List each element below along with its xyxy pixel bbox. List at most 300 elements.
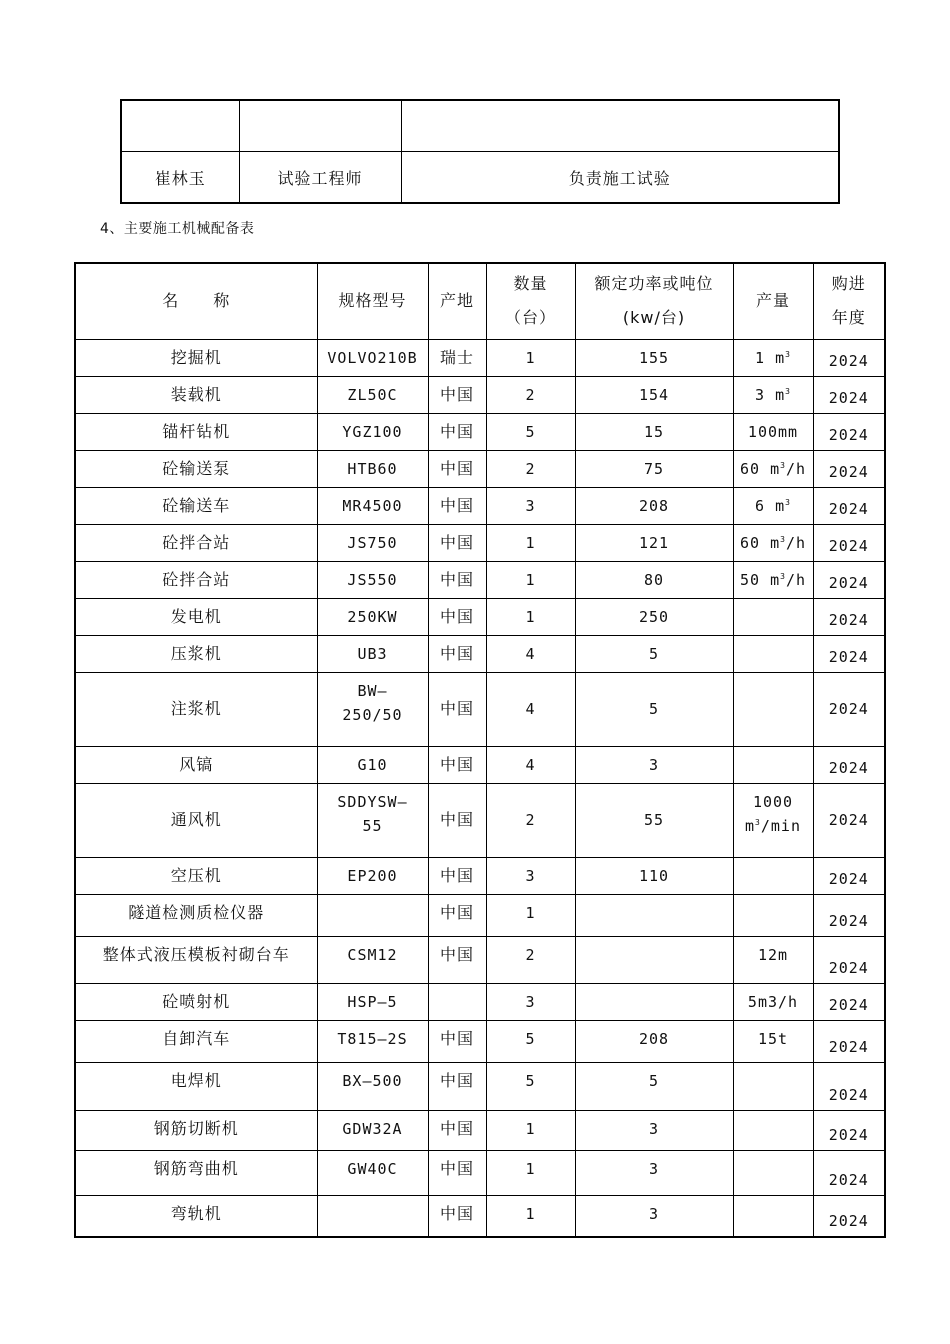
machine-year-cell bbox=[813, 450, 885, 487]
staff-duty-cell: 负责施工试验 bbox=[401, 152, 839, 204]
machine-origin-cell bbox=[428, 672, 486, 746]
machine-power: 5 bbox=[648, 644, 660, 663]
machine-origin-cell bbox=[428, 857, 486, 894]
machine-output-cell bbox=[733, 487, 813, 524]
table-row bbox=[75, 635, 885, 672]
table-row bbox=[75, 746, 885, 783]
machine-power-cell bbox=[575, 936, 733, 983]
machine-origin: 瑞士 bbox=[439, 347, 474, 367]
machine-name: 锚杆钻机 bbox=[162, 421, 231, 441]
machine-output: 5m3/h bbox=[747, 992, 799, 1011]
machine-model: YGZ100 bbox=[342, 422, 403, 441]
machine-origin-cell bbox=[428, 1110, 486, 1150]
machine-qty: 2 bbox=[525, 459, 536, 478]
machine-model: BW— bbox=[357, 681, 388, 700]
machine-year-cell bbox=[813, 561, 885, 598]
machine-name-cell bbox=[75, 983, 317, 1020]
machine-power: 55 bbox=[643, 811, 665, 829]
machine-name: 钢筋切断机 bbox=[153, 1118, 239, 1138]
table-row bbox=[75, 413, 885, 450]
machine-output-cell bbox=[733, 1062, 813, 1110]
machine-qty-cell bbox=[486, 894, 575, 936]
machine-year: 2024 bbox=[828, 462, 869, 481]
machine-year-cell bbox=[813, 936, 885, 983]
unit-exponent: 3 bbox=[755, 817, 761, 827]
machine-model: CSM12 bbox=[347, 945, 398, 964]
table-row bbox=[121, 100, 839, 152]
machine-qty: 4 bbox=[525, 700, 536, 718]
machine-qty-cell bbox=[486, 598, 575, 635]
machine-model-cell bbox=[317, 413, 428, 450]
machine-power-cell bbox=[575, 561, 733, 598]
machine-power-cell bbox=[575, 1020, 733, 1062]
machine-origin: 中国 bbox=[439, 384, 474, 404]
machine-power: 155 bbox=[638, 348, 670, 367]
machine-model-cell bbox=[317, 1062, 428, 1110]
table-row bbox=[75, 376, 885, 413]
machine-model-line2: 55 bbox=[362, 816, 383, 835]
machine-output-cell bbox=[733, 561, 813, 598]
machine-name: 电焊机 bbox=[170, 1070, 222, 1090]
machine-power: 3 bbox=[648, 1159, 660, 1178]
machine-output-unit: /h bbox=[785, 459, 806, 478]
machine-name-cell bbox=[75, 339, 317, 376]
machine-power-cell bbox=[575, 672, 733, 746]
machine-origin-cell bbox=[428, 376, 486, 413]
machine-qty: 1 bbox=[525, 903, 536, 922]
machine-year: 2024 bbox=[828, 811, 869, 829]
machine-year: 2024 bbox=[828, 758, 869, 777]
staff-title-cell bbox=[239, 100, 401, 152]
machine-qty-cell bbox=[486, 413, 575, 450]
machine-power: 5 bbox=[648, 1071, 660, 1090]
table-row bbox=[75, 450, 885, 487]
machine-origin-cell bbox=[428, 1062, 486, 1110]
header-power-line1: 额定功率或吨位 bbox=[594, 274, 714, 294]
machine-name: 空压机 bbox=[170, 865, 222, 885]
machine-origin-cell bbox=[428, 561, 486, 598]
machine-name: 整体式液压模板衬砌台车 bbox=[102, 944, 290, 964]
machine-year-cell bbox=[813, 894, 885, 936]
machine-model-cell bbox=[317, 983, 428, 1020]
machine-qty: 1 bbox=[525, 570, 536, 589]
machine-qty: 5 bbox=[525, 1071, 536, 1090]
machine-power-cell bbox=[575, 983, 733, 1020]
machine-model: HTB60 bbox=[347, 459, 398, 478]
machine-power-cell bbox=[575, 783, 733, 857]
machine-name: 自卸汽车 bbox=[162, 1028, 231, 1048]
machine-origin-cell bbox=[428, 450, 486, 487]
machine-origin: 中国 bbox=[439, 754, 474, 774]
machine-qty-cell bbox=[486, 936, 575, 983]
machine-origin: 中国 bbox=[439, 606, 474, 626]
machine-year-cell bbox=[813, 783, 885, 857]
machine-origin-cell bbox=[428, 413, 486, 450]
table-header-row bbox=[75, 263, 885, 339]
machine-output: 1 m bbox=[755, 348, 786, 367]
machine-year-cell bbox=[813, 598, 885, 635]
machine-name-cell bbox=[75, 376, 317, 413]
machine-year: 2024 bbox=[828, 351, 869, 370]
table-row bbox=[75, 1150, 885, 1195]
machine-model-cell bbox=[317, 487, 428, 524]
machine-power-cell bbox=[575, 894, 733, 936]
header-qty bbox=[486, 263, 575, 339]
machine-power-cell bbox=[575, 413, 733, 450]
machine-model: JS750 bbox=[347, 533, 398, 552]
machine-model: EP200 bbox=[347, 866, 398, 885]
machine-qty: 2 bbox=[525, 385, 536, 404]
machine-origin-cell bbox=[428, 1195, 486, 1237]
machine-qty-cell bbox=[486, 983, 575, 1020]
machine-origin: 中国 bbox=[439, 1158, 474, 1178]
machine-model-cell bbox=[317, 635, 428, 672]
table-row bbox=[75, 983, 885, 1020]
machine-year-cell bbox=[813, 857, 885, 894]
header-power-line2: (kw/台) bbox=[622, 308, 686, 328]
machine-name-cell bbox=[75, 561, 317, 598]
machine-origin-cell bbox=[428, 1150, 486, 1195]
machine-qty: 1 bbox=[525, 1204, 536, 1223]
machine-model: BX—500 bbox=[342, 1071, 403, 1090]
machine-name-cell bbox=[75, 1020, 317, 1062]
machine-qty-cell bbox=[486, 1195, 575, 1237]
machine-name-cell bbox=[75, 598, 317, 635]
machine-origin: 中国 bbox=[439, 1118, 474, 1138]
machine-name-cell bbox=[75, 1195, 317, 1237]
machine-origin: 中国 bbox=[439, 1028, 474, 1048]
header-name: 名 称 bbox=[75, 263, 317, 339]
machine-name-cell bbox=[75, 936, 317, 983]
machine-model-cell bbox=[317, 783, 428, 857]
machine-origin-cell bbox=[428, 746, 486, 783]
machine-model: GDW32A bbox=[342, 1119, 403, 1138]
machine-output-cell bbox=[733, 1110, 813, 1150]
machine-year: 2024 bbox=[828, 1085, 869, 1104]
machine-origin: 中国 bbox=[439, 944, 474, 964]
machine-qty-cell bbox=[486, 487, 575, 524]
machine-output-cell bbox=[733, 450, 813, 487]
table-row bbox=[75, 1110, 885, 1150]
machine-origin-cell bbox=[428, 635, 486, 672]
machine-year-cell bbox=[813, 1195, 885, 1237]
staff-name-cell: 崔林玉 bbox=[121, 152, 239, 204]
machine-power-cell bbox=[575, 524, 733, 561]
machine-output-cell bbox=[733, 598, 813, 635]
machine-power: 3 bbox=[648, 1119, 660, 1138]
machine-year-cell bbox=[813, 1020, 885, 1062]
machine-year-cell bbox=[813, 339, 885, 376]
machine-output-cell bbox=[733, 746, 813, 783]
machine-origin-cell bbox=[428, 339, 486, 376]
machine-power: 5 bbox=[648, 700, 660, 718]
machine-qty-cell bbox=[486, 1020, 575, 1062]
machine-year-cell bbox=[813, 672, 885, 746]
machine-qty: 4 bbox=[525, 644, 536, 663]
machine-year: 2024 bbox=[828, 647, 869, 666]
machine-origin: 中国 bbox=[439, 532, 474, 552]
machine-output-cell bbox=[733, 1195, 813, 1237]
table-row bbox=[75, 783, 885, 857]
machine-qty-cell bbox=[486, 1150, 575, 1195]
machine-power: 3 bbox=[648, 755, 660, 774]
machine-year: 2024 bbox=[828, 869, 869, 888]
machine-qty-cell bbox=[486, 783, 575, 857]
machine-origin-cell bbox=[428, 524, 486, 561]
machine-qty: 1 bbox=[525, 533, 536, 552]
machine-year: 2024 bbox=[828, 958, 869, 977]
machine-origin: 中国 bbox=[439, 865, 474, 885]
machine-name: 隧道检测质检仪器 bbox=[128, 902, 265, 922]
machine-output-cell bbox=[733, 672, 813, 746]
machine-power: 15 bbox=[643, 422, 665, 441]
machine-qty: 3 bbox=[525, 496, 536, 515]
machine-model-cell bbox=[317, 339, 428, 376]
machine-power: 208 bbox=[638, 1029, 670, 1048]
machine-name: 弯轨机 bbox=[170, 1203, 222, 1223]
header-origin: 产地 bbox=[428, 263, 486, 339]
machine-origin: 中国 bbox=[439, 1070, 474, 1090]
machine-name: 挖掘机 bbox=[170, 347, 222, 367]
table-row bbox=[75, 857, 885, 894]
machine-year-cell bbox=[813, 983, 885, 1020]
machine-output-unit: /h bbox=[785, 570, 806, 589]
machine-model: JS550 bbox=[347, 570, 398, 589]
machine-qty: 2 bbox=[525, 945, 536, 964]
header-year-line1: 购进 bbox=[831, 274, 866, 294]
machine-name-cell bbox=[75, 635, 317, 672]
machine-model-cell bbox=[317, 857, 428, 894]
machine-name: 钢筋弯曲机 bbox=[153, 1158, 239, 1178]
machine-output-cell bbox=[733, 339, 813, 376]
machine-output-cell bbox=[733, 936, 813, 983]
header-model: 规格型号 bbox=[317, 263, 428, 339]
machine-power-cell bbox=[575, 487, 733, 524]
machine-name: 风镐 bbox=[179, 754, 214, 774]
machine-name-cell bbox=[75, 1062, 317, 1110]
machine-qty-cell bbox=[486, 450, 575, 487]
machine-name: 砼拌合站 bbox=[162, 532, 231, 552]
machine-name: 通风机 bbox=[170, 810, 222, 829]
machine-output: 50 m bbox=[739, 570, 781, 589]
machine-power-cell bbox=[575, 450, 733, 487]
machine-qty: 2 bbox=[525, 811, 536, 829]
machine-qty-cell bbox=[486, 857, 575, 894]
machine-model: MR4500 bbox=[342, 496, 403, 515]
machine-origin: 中国 bbox=[439, 569, 474, 589]
machine-power: 121 bbox=[638, 533, 670, 552]
machine-origin: 中国 bbox=[439, 699, 474, 718]
machine-year: 2024 bbox=[828, 573, 869, 592]
machine-output-cell bbox=[733, 857, 813, 894]
unit-exponent: 3 bbox=[780, 460, 786, 470]
machine-name: 砼输送泵 bbox=[162, 458, 231, 478]
machine-output: 3 m bbox=[755, 385, 786, 404]
machine-output-cell bbox=[733, 894, 813, 936]
machine-name: 装载机 bbox=[170, 384, 222, 404]
machine-model-cell bbox=[317, 1110, 428, 1150]
machine-model-line2: 250/50 bbox=[342, 705, 403, 724]
unit-exponent: 3 bbox=[780, 571, 786, 581]
table-row bbox=[75, 339, 885, 376]
machine-origin: 中国 bbox=[439, 458, 474, 478]
machine-name: 砼输送车 bbox=[162, 495, 231, 515]
machine-model: UB3 bbox=[357, 644, 388, 663]
machine-model-cell bbox=[317, 936, 428, 983]
machine-power: 250 bbox=[638, 607, 670, 626]
machine-model: ZL50C bbox=[347, 385, 398, 404]
machine-power-cell bbox=[575, 339, 733, 376]
machine-year-cell bbox=[813, 413, 885, 450]
machine-qty-cell bbox=[486, 524, 575, 561]
table-row bbox=[75, 487, 885, 524]
machine-model: 250KW bbox=[347, 607, 398, 626]
machine-output: 15t bbox=[757, 1029, 789, 1048]
machine-qty-cell bbox=[486, 1062, 575, 1110]
machine-name: 砼喷射机 bbox=[162, 991, 231, 1011]
machine-power-cell bbox=[575, 1110, 733, 1150]
machine-name-cell bbox=[75, 1150, 317, 1195]
table-row bbox=[75, 672, 885, 746]
machine-model: HSP—5 bbox=[347, 992, 398, 1011]
machine-output-line2: m bbox=[745, 816, 756, 835]
machine-model-cell bbox=[317, 450, 428, 487]
machine-origin: 中国 bbox=[439, 421, 474, 441]
machine-qty-cell bbox=[486, 672, 575, 746]
machine-output-cell bbox=[733, 1020, 813, 1062]
machine-name: 发电机 bbox=[170, 606, 222, 626]
machine-qty: 3 bbox=[525, 866, 536, 885]
machine-qty-cell bbox=[486, 339, 575, 376]
machine-power-cell bbox=[575, 746, 733, 783]
machine-power: 3 bbox=[648, 1204, 660, 1223]
machine-year-cell bbox=[813, 376, 885, 413]
machine-year-cell bbox=[813, 524, 885, 561]
machine-origin: 中国 bbox=[439, 495, 474, 515]
table-row bbox=[75, 1062, 885, 1110]
machine-year: 2024 bbox=[828, 1170, 869, 1189]
table-row bbox=[75, 598, 885, 635]
machine-name-cell bbox=[75, 487, 317, 524]
machine-year-cell bbox=[813, 487, 885, 524]
header-output: 产量 bbox=[733, 263, 813, 339]
machine-model-cell bbox=[317, 1020, 428, 1062]
machine-model-cell bbox=[317, 672, 428, 746]
machine-power: 75 bbox=[643, 459, 665, 478]
machine-model: T815—2S bbox=[337, 1029, 408, 1048]
machine-year: 2024 bbox=[828, 911, 869, 930]
staff-title-cell: 试验工程师 bbox=[239, 152, 401, 204]
machine-table-body bbox=[75, 339, 885, 1237]
machine-year: 2024 bbox=[828, 700, 869, 718]
machine-name-cell bbox=[75, 672, 317, 746]
header-year-line2: 年度 bbox=[831, 308, 866, 328]
machine-name-cell bbox=[75, 894, 317, 936]
machine-output-cell bbox=[733, 783, 813, 857]
machine-model: SDDYSW— bbox=[337, 792, 408, 811]
machine-origin-cell bbox=[428, 983, 486, 1020]
machine-output-unit: /h bbox=[785, 533, 806, 552]
machine-year-cell bbox=[813, 635, 885, 672]
machine-year: 2024 bbox=[828, 388, 869, 407]
machine-name: 压浆机 bbox=[170, 643, 222, 663]
machine-origin-cell bbox=[428, 598, 486, 635]
machine-name-cell bbox=[75, 413, 317, 450]
unit-exponent: 3 bbox=[785, 386, 791, 396]
machine-qty-cell bbox=[486, 635, 575, 672]
machine-qty: 1 bbox=[525, 348, 536, 367]
machine-origin: 中国 bbox=[439, 902, 474, 922]
machine-power: 110 bbox=[638, 866, 670, 885]
machine-year: 2024 bbox=[828, 1125, 869, 1144]
machine-year-cell bbox=[813, 1062, 885, 1110]
machine-output-line2-unit: /min bbox=[760, 816, 801, 835]
machine-qty-cell bbox=[486, 746, 575, 783]
machine-year: 2024 bbox=[828, 995, 869, 1014]
machine-power: 80 bbox=[643, 570, 665, 589]
machine-qty: 4 bbox=[525, 755, 536, 774]
machine-model-cell bbox=[317, 894, 428, 936]
machine-output: 12m bbox=[757, 945, 789, 964]
machine-model: G10 bbox=[357, 755, 388, 774]
table-row bbox=[75, 1020, 885, 1062]
unit-exponent: 3 bbox=[780, 534, 786, 544]
machine-qty: 5 bbox=[525, 422, 536, 441]
machine-model: GW40C bbox=[347, 1159, 398, 1178]
machine-year: 2024 bbox=[828, 610, 869, 629]
machine-year-cell bbox=[813, 1110, 885, 1150]
machine-output-cell bbox=[733, 413, 813, 450]
header-qty-line2: （台） bbox=[504, 308, 556, 328]
machine-name-cell bbox=[75, 450, 317, 487]
machine-output-cell bbox=[733, 376, 813, 413]
machine-model-cell bbox=[317, 376, 428, 413]
machine-origin-cell bbox=[428, 936, 486, 983]
machine-output: 60 m bbox=[739, 533, 781, 552]
machine-name-cell bbox=[75, 746, 317, 783]
machine-power-cell bbox=[575, 1150, 733, 1195]
header-power bbox=[575, 263, 733, 339]
machine-output: 1000 bbox=[752, 792, 794, 811]
machine-power-cell bbox=[575, 635, 733, 672]
machine-year-cell bbox=[813, 1150, 885, 1195]
machine-qty: 1 bbox=[525, 607, 536, 626]
machine-year: 2024 bbox=[828, 1212, 869, 1230]
machine-name-cell bbox=[75, 857, 317, 894]
machine-power: 208 bbox=[638, 496, 670, 515]
machine-output-cell bbox=[733, 524, 813, 561]
machine-qty-cell bbox=[486, 376, 575, 413]
machine-model-cell bbox=[317, 1195, 428, 1237]
machine-origin-cell bbox=[428, 487, 486, 524]
unit-exponent: 3 bbox=[785, 349, 791, 359]
table-row bbox=[75, 561, 885, 598]
machine-output-cell bbox=[733, 635, 813, 672]
machine-qty: 3 bbox=[525, 992, 536, 1011]
table-row bbox=[75, 936, 885, 983]
staff-table bbox=[120, 99, 840, 204]
header-qty-line1: 数量 bbox=[513, 274, 548, 294]
machine-year-cell bbox=[813, 746, 885, 783]
machine-table bbox=[74, 262, 886, 1238]
machine-output: 100mm bbox=[747, 422, 799, 441]
machine-name-cell bbox=[75, 783, 317, 857]
table-row bbox=[75, 1195, 885, 1237]
machine-power-cell bbox=[575, 1195, 733, 1237]
machine-output: 6 m bbox=[755, 496, 786, 515]
machine-origin-cell bbox=[428, 1020, 486, 1062]
machine-name-cell bbox=[75, 1110, 317, 1150]
